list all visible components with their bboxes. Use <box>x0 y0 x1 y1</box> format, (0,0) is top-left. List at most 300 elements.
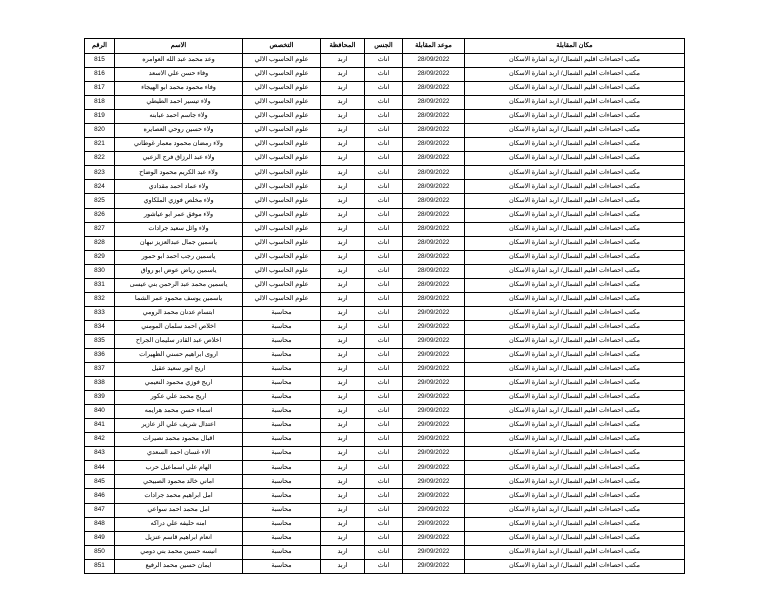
table-row <box>85 250 685 264</box>
table-row <box>85 461 685 475</box>
cell-gender: اناث <box>365 320 403 334</box>
cell-place: مكتب احصاءات اقليم الشمال/ اربد اشارة الاسكان <box>465 531 685 545</box>
cell-date: 28/09/2022 <box>403 152 465 166</box>
cell-governorate: اربد <box>321 166 365 180</box>
table-row <box>85 475 685 489</box>
cell-date: 28/09/2022 <box>403 180 465 194</box>
table-row <box>85 348 685 362</box>
cell-governorate: اربد <box>321 180 365 194</box>
cell-date: 28/09/2022 <box>403 82 465 96</box>
cell-specialty: محاسبة <box>243 447 321 461</box>
cell-specialty: محاسبة <box>243 320 321 334</box>
cell-name: ابتسام عدنان محمد الرومي <box>115 306 243 320</box>
cell-date: 29/09/2022 <box>403 447 465 461</box>
cell-specialty: علوم الحاسوب الالي <box>243 166 321 180</box>
cell-place: مكتب احصاءات اقليم الشمال/ اربد اشارة الاسكان <box>465 489 685 503</box>
cell-name: انيسه حسين محمد بني دومي <box>115 545 243 559</box>
cell-name: الهام علي اسماعيل حرب <box>115 461 243 475</box>
cell-gender: اناث <box>365 334 403 348</box>
cell-number: 820 <box>85 124 115 138</box>
cell-number: 823 <box>85 166 115 180</box>
column-header-name: الاسم <box>115 39 243 54</box>
cell-specialty: علوم الحاسوب الالي <box>243 68 321 82</box>
cell-governorate: اربد <box>321 278 365 292</box>
cell-number: 829 <box>85 250 115 264</box>
cell-governorate: اربد <box>321 124 365 138</box>
table-row <box>85 489 685 503</box>
cell-specialty: محاسبة <box>243 559 321 573</box>
cell-place: مكتب احصاءات اقليم الشمال/ اربد اشارة الاسكان <box>465 377 685 391</box>
cell-date: 28/09/2022 <box>403 110 465 124</box>
table-row <box>85 531 685 545</box>
cell-date: 29/09/2022 <box>403 489 465 503</box>
cell-number: 828 <box>85 236 115 250</box>
cell-name: انعام ابراهيم قاسم عنزيل <box>115 531 243 545</box>
cell-specialty: علوم الحاسوب الالي <box>243 180 321 194</box>
cell-specialty: علوم الحاسوب الالي <box>243 152 321 166</box>
cell-governorate: اربد <box>321 292 365 306</box>
cell-name: وفاء محمود محمد ابو الهيجاء <box>115 82 243 96</box>
cell-number: 824 <box>85 180 115 194</box>
cell-number: 842 <box>85 433 115 447</box>
cell-date: 28/09/2022 <box>403 96 465 110</box>
table-row <box>85 405 685 419</box>
cell-date: 29/09/2022 <box>403 559 465 573</box>
cell-governorate: اربد <box>321 54 365 68</box>
cell-gender: اناث <box>365 531 403 545</box>
cell-specialty: محاسبة <box>243 391 321 405</box>
table-body <box>85 54 685 574</box>
column-header-place: مكان المقابلة <box>465 39 685 54</box>
cell-number: 834 <box>85 320 115 334</box>
table-row <box>85 503 685 517</box>
cell-gender: اناث <box>365 306 403 320</box>
cell-number: 847 <box>85 503 115 517</box>
table-row <box>85 208 685 222</box>
cell-specialty: محاسبة <box>243 433 321 447</box>
cell-governorate: اربد <box>321 517 365 531</box>
cell-specialty: علوم الحاسوب الالي <box>243 138 321 152</box>
cell-governorate: اربد <box>321 531 365 545</box>
cell-name: ياسمين يوسف محمود عمر الشما <box>115 292 243 306</box>
cell-place: مكتب احصاءات اقليم الشمال/ اربد اشارة الاسكان <box>465 348 685 362</box>
cell-governorate: اربد <box>321 419 365 433</box>
cell-governorate: اربد <box>321 363 365 377</box>
cell-name: الاء غسان احمد السعدي <box>115 447 243 461</box>
table-row <box>85 138 685 152</box>
cell-name: ولاء عماد احمد مقدادي <box>115 180 243 194</box>
table-row <box>85 82 685 96</box>
cell-place: مكتب احصاءات اقليم الشمال/ اربد اشارة الاسكان <box>465 54 685 68</box>
cell-place: مكتب احصاءات اقليم الشمال/ اربد اشارة الاسكان <box>465 461 685 475</box>
cell-place: مكتب احصاءات اقليم الشمال/ اربد اشارة الاسكان <box>465 194 685 208</box>
cell-place: مكتب احصاءات اقليم الشمال/ اربد اشارة الاسكان <box>465 208 685 222</box>
cell-place: مكتب احصاءات اقليم الشمال/ اربد اشارة الاسكان <box>465 110 685 124</box>
cell-place: مكتب احصاءات اقليم الشمال/ اربد اشارة الاسكان <box>465 517 685 531</box>
cell-gender: اناث <box>365 559 403 573</box>
cell-gender: اناث <box>365 208 403 222</box>
table-row <box>85 194 685 208</box>
cell-gender: اناث <box>365 236 403 250</box>
cell-governorate: اربد <box>321 433 365 447</box>
cell-name: اروى ابراهيم حسني الظهيرات <box>115 348 243 362</box>
cell-name: اسماء حسن محمد هرايمه <box>115 405 243 419</box>
cell-number: 833 <box>85 306 115 320</box>
cell-specialty: محاسبة <box>243 306 321 320</box>
table-row <box>85 110 685 124</box>
cell-governorate: اربد <box>321 306 365 320</box>
cell-number: 846 <box>85 489 115 503</box>
cell-specialty: علوم الحاسوب الالي <box>243 292 321 306</box>
cell-place: مكتب احصاءات اقليم الشمال/ اربد اشارة الاسكان <box>465 419 685 433</box>
cell-gender: اناث <box>365 124 403 138</box>
cell-place: مكتب احصاءات اقليم الشمال/ اربد اشارة الاسكان <box>465 559 685 573</box>
cell-place: مكتب احصاءات اقليم الشمال/ اربد اشارة الاسكان <box>465 96 685 110</box>
cell-gender: اناث <box>365 433 403 447</box>
cell-gender: اناث <box>365 377 403 391</box>
cell-number: 845 <box>85 475 115 489</box>
cell-name: امل محمد احمد سواعي <box>115 503 243 517</box>
cell-specialty: محاسبة <box>243 503 321 517</box>
cell-name: اخلاص عبد القادر سليمان الجراح <box>115 334 243 348</box>
cell-gender: اناث <box>365 180 403 194</box>
cell-number: 815 <box>85 54 115 68</box>
cell-number: 817 <box>85 82 115 96</box>
cell-gender: اناث <box>365 138 403 152</box>
cell-place: مكتب احصاءات اقليم الشمال/ اربد اشارة الاسكان <box>465 124 685 138</box>
column-header-governorate: المحافظة <box>321 39 365 54</box>
cell-place: مكتب احصاءات اقليم الشمال/ اربد اشارة الاسكان <box>465 503 685 517</box>
cell-date: 29/09/2022 <box>403 348 465 362</box>
cell-place: مكتب احصاءات اقليم الشمال/ اربد اشارة الاسكان <box>465 405 685 419</box>
cell-number: 841 <box>85 419 115 433</box>
cell-gender: اناث <box>365 419 403 433</box>
cell-number: 843 <box>85 447 115 461</box>
table-row <box>85 447 685 461</box>
cell-date: 29/09/2022 <box>403 405 465 419</box>
cell-specialty: علوم الحاسوب الالي <box>243 264 321 278</box>
cell-date: 29/09/2022 <box>403 377 465 391</box>
cell-gender: اناث <box>365 222 403 236</box>
cell-date: 28/09/2022 <box>403 68 465 82</box>
cell-name: ولاء جاسم احمد عبابنه <box>115 110 243 124</box>
cell-number: 839 <box>85 391 115 405</box>
cell-gender: اناث <box>365 461 403 475</box>
cell-gender: اناث <box>365 517 403 531</box>
table-row <box>85 419 685 433</box>
cell-gender: اناث <box>365 292 403 306</box>
cell-governorate: اربد <box>321 208 365 222</box>
cell-name: ولاء حسين روحي العصايره <box>115 124 243 138</box>
table-row <box>85 559 685 573</box>
applicants-table <box>84 38 685 574</box>
cell-name: امنه حليفه علي دراكه <box>115 517 243 531</box>
cell-specialty: محاسبة <box>243 405 321 419</box>
cell-governorate: اربد <box>321 152 365 166</box>
cell-governorate: اربد <box>321 545 365 559</box>
cell-name: ولاء عبد الرزاق فرج الزعبي <box>115 152 243 166</box>
cell-date: 28/09/2022 <box>403 194 465 208</box>
cell-place: مكتب احصاءات اقليم الشمال/ اربد اشارة الاسكان <box>465 545 685 559</box>
cell-place: مكتب احصاءات اقليم الشمال/ اربد اشارة الاسكان <box>465 306 685 320</box>
cell-governorate: اربد <box>321 405 365 419</box>
cell-place: مكتب احصاءات اقليم الشمال/ اربد اشارة الاسكان <box>465 447 685 461</box>
cell-name: وفاء حسن علي الاسعد <box>115 68 243 82</box>
cell-name: ياسمين جمال عبدالعزيز نبهان <box>115 236 243 250</box>
cell-gender: اناث <box>365 363 403 377</box>
cell-number: 816 <box>85 68 115 82</box>
cell-date: 29/09/2022 <box>403 433 465 447</box>
cell-place: مكتب احصاءات اقليم الشمال/ اربد اشارة الاسكان <box>465 82 685 96</box>
table-row <box>85 166 685 180</box>
cell-place: مكتب احصاءات اقليم الشمال/ اربد اشارة الاسكان <box>465 68 685 82</box>
cell-gender: اناث <box>365 489 403 503</box>
table-header-row <box>85 39 685 54</box>
cell-name: ياسمين رجب احمد ابو حمور <box>115 250 243 264</box>
cell-gender: اناث <box>365 250 403 264</box>
cell-gender: اناث <box>365 110 403 124</box>
cell-number: 819 <box>85 110 115 124</box>
cell-date: 29/09/2022 <box>403 531 465 545</box>
table-row <box>85 292 685 306</box>
cell-name: ولاء موفق عمر ابو عياشور <box>115 208 243 222</box>
table-row <box>85 222 685 236</box>
cell-date: 29/09/2022 <box>403 419 465 433</box>
cell-date: 28/09/2022 <box>403 250 465 264</box>
cell-gender: اناث <box>365 348 403 362</box>
cell-gender: اناث <box>365 68 403 82</box>
table-row <box>85 152 685 166</box>
cell-date: 28/09/2022 <box>403 124 465 138</box>
cell-number: 827 <box>85 222 115 236</box>
cell-date: 28/09/2022 <box>403 138 465 152</box>
cell-place: مكتب احصاءات اقليم الشمال/ اربد اشارة الاسكان <box>465 264 685 278</box>
cell-place: مكتب احصاءات اقليم الشمال/ اربد اشارة الاسكان <box>465 278 685 292</box>
cell-place: مكتب احصاءات اقليم الشمال/ اربد اشارة الاسكان <box>465 334 685 348</box>
cell-governorate: اربد <box>321 377 365 391</box>
column-header-specialty: التخصص <box>243 39 321 54</box>
cell-name: ولاء مخلص فوزي الملكاوي <box>115 194 243 208</box>
cell-date: 28/09/2022 <box>403 54 465 68</box>
table-row <box>85 54 685 68</box>
cell-date: 29/09/2022 <box>403 320 465 334</box>
cell-date: 29/09/2022 <box>403 461 465 475</box>
cell-gender: اناث <box>365 166 403 180</box>
cell-gender: اناث <box>365 278 403 292</box>
cell-governorate: اربد <box>321 236 365 250</box>
cell-gender: اناث <box>365 503 403 517</box>
cell-date: 29/09/2022 <box>403 306 465 320</box>
table-row <box>85 68 685 82</box>
cell-number: 837 <box>85 363 115 377</box>
cell-place: مكتب احصاءات اقليم الشمال/ اربد اشارة الاسكان <box>465 180 685 194</box>
cell-specialty: علوم الحاسوب الالي <box>243 96 321 110</box>
cell-name: اريج انور سعيد عقيل <box>115 363 243 377</box>
table-row <box>85 334 685 348</box>
cell-specialty: علوم الحاسوب الالي <box>243 194 321 208</box>
cell-specialty: علوم الحاسوب الالي <box>243 82 321 96</box>
cell-name: اريج فوزي محمود النعيمي <box>115 377 243 391</box>
cell-gender: اناث <box>365 152 403 166</box>
cell-number: 832 <box>85 292 115 306</box>
cell-governorate: اربد <box>321 348 365 362</box>
table-row <box>85 278 685 292</box>
cell-date: 29/09/2022 <box>403 545 465 559</box>
cell-governorate: اربد <box>321 559 365 573</box>
cell-specialty: علوم الحاسوب الالي <box>243 110 321 124</box>
cell-governorate: اربد <box>321 475 365 489</box>
cell-number: 830 <box>85 264 115 278</box>
cell-place: مكتب احصاءات اقليم الشمال/ اربد اشارة الاسكان <box>465 166 685 180</box>
cell-specialty: علوم الحاسوب الالي <box>243 278 321 292</box>
cell-name: اقبال محمود محمد نصيرات <box>115 433 243 447</box>
cell-number: 836 <box>85 348 115 362</box>
cell-date: 29/09/2022 <box>403 503 465 517</box>
cell-specialty: علوم الحاسوب الالي <box>243 54 321 68</box>
cell-governorate: اربد <box>321 391 365 405</box>
cell-name: ولاء رمضان محمود معمار غوطاني <box>115 138 243 152</box>
cell-date: 28/09/2022 <box>403 292 465 306</box>
cell-specialty: علوم الحاسوب الالي <box>243 250 321 264</box>
table-row <box>85 306 685 320</box>
cell-place: مكتب احصاءات اقليم الشمال/ اربد اشارة الاسكان <box>465 433 685 447</box>
cell-place: مكتب احصاءات اقليم الشمال/ اربد اشارة الاسكان <box>465 236 685 250</box>
cell-gender: اناث <box>365 391 403 405</box>
cell-number: 838 <box>85 377 115 391</box>
cell-specialty: محاسبة <box>243 475 321 489</box>
cell-place: مكتب احصاءات اقليم الشمال/ اربد اشارة الاسكان <box>465 320 685 334</box>
cell-specialty: علوم الحاسوب الالي <box>243 236 321 250</box>
cell-place: مكتب احصاءات اقليم الشمال/ اربد اشارة الاسكان <box>465 475 685 489</box>
table-row <box>85 124 685 138</box>
cell-name: ياسمين محمد عبد الرحمن بني عيسى <box>115 278 243 292</box>
cell-governorate: اربد <box>321 264 365 278</box>
cell-governorate: اربد <box>321 96 365 110</box>
cell-governorate: اربد <box>321 110 365 124</box>
cell-governorate: اربد <box>321 447 365 461</box>
cell-number: 825 <box>85 194 115 208</box>
cell-specialty: محاسبة <box>243 545 321 559</box>
cell-date: 29/09/2022 <box>403 517 465 531</box>
cell-name: ولاء عبد الكريم محمود الوضاح <box>115 166 243 180</box>
cell-date: 28/09/2022 <box>403 278 465 292</box>
cell-name: ولاء وائل سعيد جرادات <box>115 222 243 236</box>
cell-number: 849 <box>85 531 115 545</box>
cell-name: ولاء تيسير احمد الطيطي <box>115 96 243 110</box>
cell-gender: اناث <box>365 405 403 419</box>
cell-governorate: اربد <box>321 489 365 503</box>
cell-governorate: اربد <box>321 222 365 236</box>
cell-specialty: محاسبة <box>243 461 321 475</box>
cell-governorate: اربد <box>321 503 365 517</box>
cell-specialty: محاسبة <box>243 363 321 377</box>
cell-name: ياسمين رياض عوض ابو رواق <box>115 264 243 278</box>
cell-number: 844 <box>85 461 115 475</box>
cell-date: 29/09/2022 <box>403 363 465 377</box>
table-row <box>85 391 685 405</box>
cell-place: مكتب احصاءات اقليم الشمال/ اربد اشارة الاسكان <box>465 292 685 306</box>
cell-place: مكتب احصاءات اقليم الشمال/ اربد اشارة الاسكان <box>465 152 685 166</box>
cell-governorate: اربد <box>321 461 365 475</box>
cell-date: 28/09/2022 <box>403 208 465 222</box>
column-header-date: موعد المقابلة <box>403 39 465 54</box>
cell-specialty: محاسبة <box>243 531 321 545</box>
cell-name: اخلاص احمد سلمان المومني <box>115 320 243 334</box>
cell-name: اماني خالد محمود الصبيحي <box>115 475 243 489</box>
cell-specialty: محاسبة <box>243 334 321 348</box>
table-row <box>85 264 685 278</box>
cell-place: مكتب احصاءات اقليم الشمال/ اربد اشارة الاسكان <box>465 138 685 152</box>
table-row <box>85 96 685 110</box>
cell-gender: اناث <box>365 264 403 278</box>
cell-gender: اناث <box>365 54 403 68</box>
cell-specialty: محاسبة <box>243 377 321 391</box>
cell-date: 28/09/2022 <box>403 222 465 236</box>
cell-governorate: اربد <box>321 68 365 82</box>
cell-number: 822 <box>85 152 115 166</box>
cell-gender: اناث <box>365 82 403 96</box>
cell-number: 840 <box>85 405 115 419</box>
cell-date: 29/09/2022 <box>403 334 465 348</box>
cell-number: 818 <box>85 96 115 110</box>
cell-specialty: محاسبة <box>243 517 321 531</box>
cell-gender: اناث <box>365 194 403 208</box>
cell-number: 851 <box>85 559 115 573</box>
cell-number: 848 <box>85 517 115 531</box>
cell-number: 850 <box>85 545 115 559</box>
cell-governorate: اربد <box>321 194 365 208</box>
cell-gender: اناث <box>365 545 403 559</box>
column-header-gender: الجنس <box>365 39 403 54</box>
cell-specialty: علوم الحاسوب الالي <box>243 208 321 222</box>
cell-place: مكتب احصاءات اقليم الشمال/ اربد اشارة الاسكان <box>465 222 685 236</box>
table-row <box>85 363 685 377</box>
cell-date: 28/09/2022 <box>403 264 465 278</box>
cell-governorate: اربد <box>321 82 365 96</box>
table-row <box>85 377 685 391</box>
cell-specialty: محاسبة <box>243 348 321 362</box>
cell-name: ايمان حسين محمد الرفيع <box>115 559 243 573</box>
cell-number: 831 <box>85 278 115 292</box>
table-row <box>85 433 685 447</box>
cell-number: 835 <box>85 334 115 348</box>
cell-specialty: محاسبة <box>243 419 321 433</box>
cell-specialty: محاسبة <box>243 489 321 503</box>
cell-date: 29/09/2022 <box>403 475 465 489</box>
cell-date: 28/09/2022 <box>403 166 465 180</box>
cell-name: اريج محمد علي عكور <box>115 391 243 405</box>
cell-governorate: اربد <box>321 138 365 152</box>
cell-governorate: اربد <box>321 250 365 264</box>
table-row <box>85 545 685 559</box>
cell-specialty: علوم الحاسوب الالي <box>243 222 321 236</box>
cell-place: مكتب احصاءات اقليم الشمال/ اربد اشارة الاسكان <box>465 363 685 377</box>
cell-place: مكتب احصاءات اقليم الشمال/ اربد اشارة الاسكان <box>465 391 685 405</box>
table-row <box>85 517 685 531</box>
cell-governorate: اربد <box>321 334 365 348</box>
cell-place: مكتب احصاءات اقليم الشمال/ اربد اشارة الاسكان <box>465 250 685 264</box>
table-row <box>85 320 685 334</box>
table-row <box>85 180 685 194</box>
cell-gender: اناث <box>365 96 403 110</box>
cell-date: 28/09/2022 <box>403 236 465 250</box>
cell-number: 821 <box>85 138 115 152</box>
cell-specialty: علوم الحاسوب الالي <box>243 124 321 138</box>
cell-governorate: اربد <box>321 320 365 334</box>
cell-name: امل ابراهيم محمد جرادات <box>115 489 243 503</box>
cell-gender: اناث <box>365 475 403 489</box>
table-row <box>85 236 685 250</box>
